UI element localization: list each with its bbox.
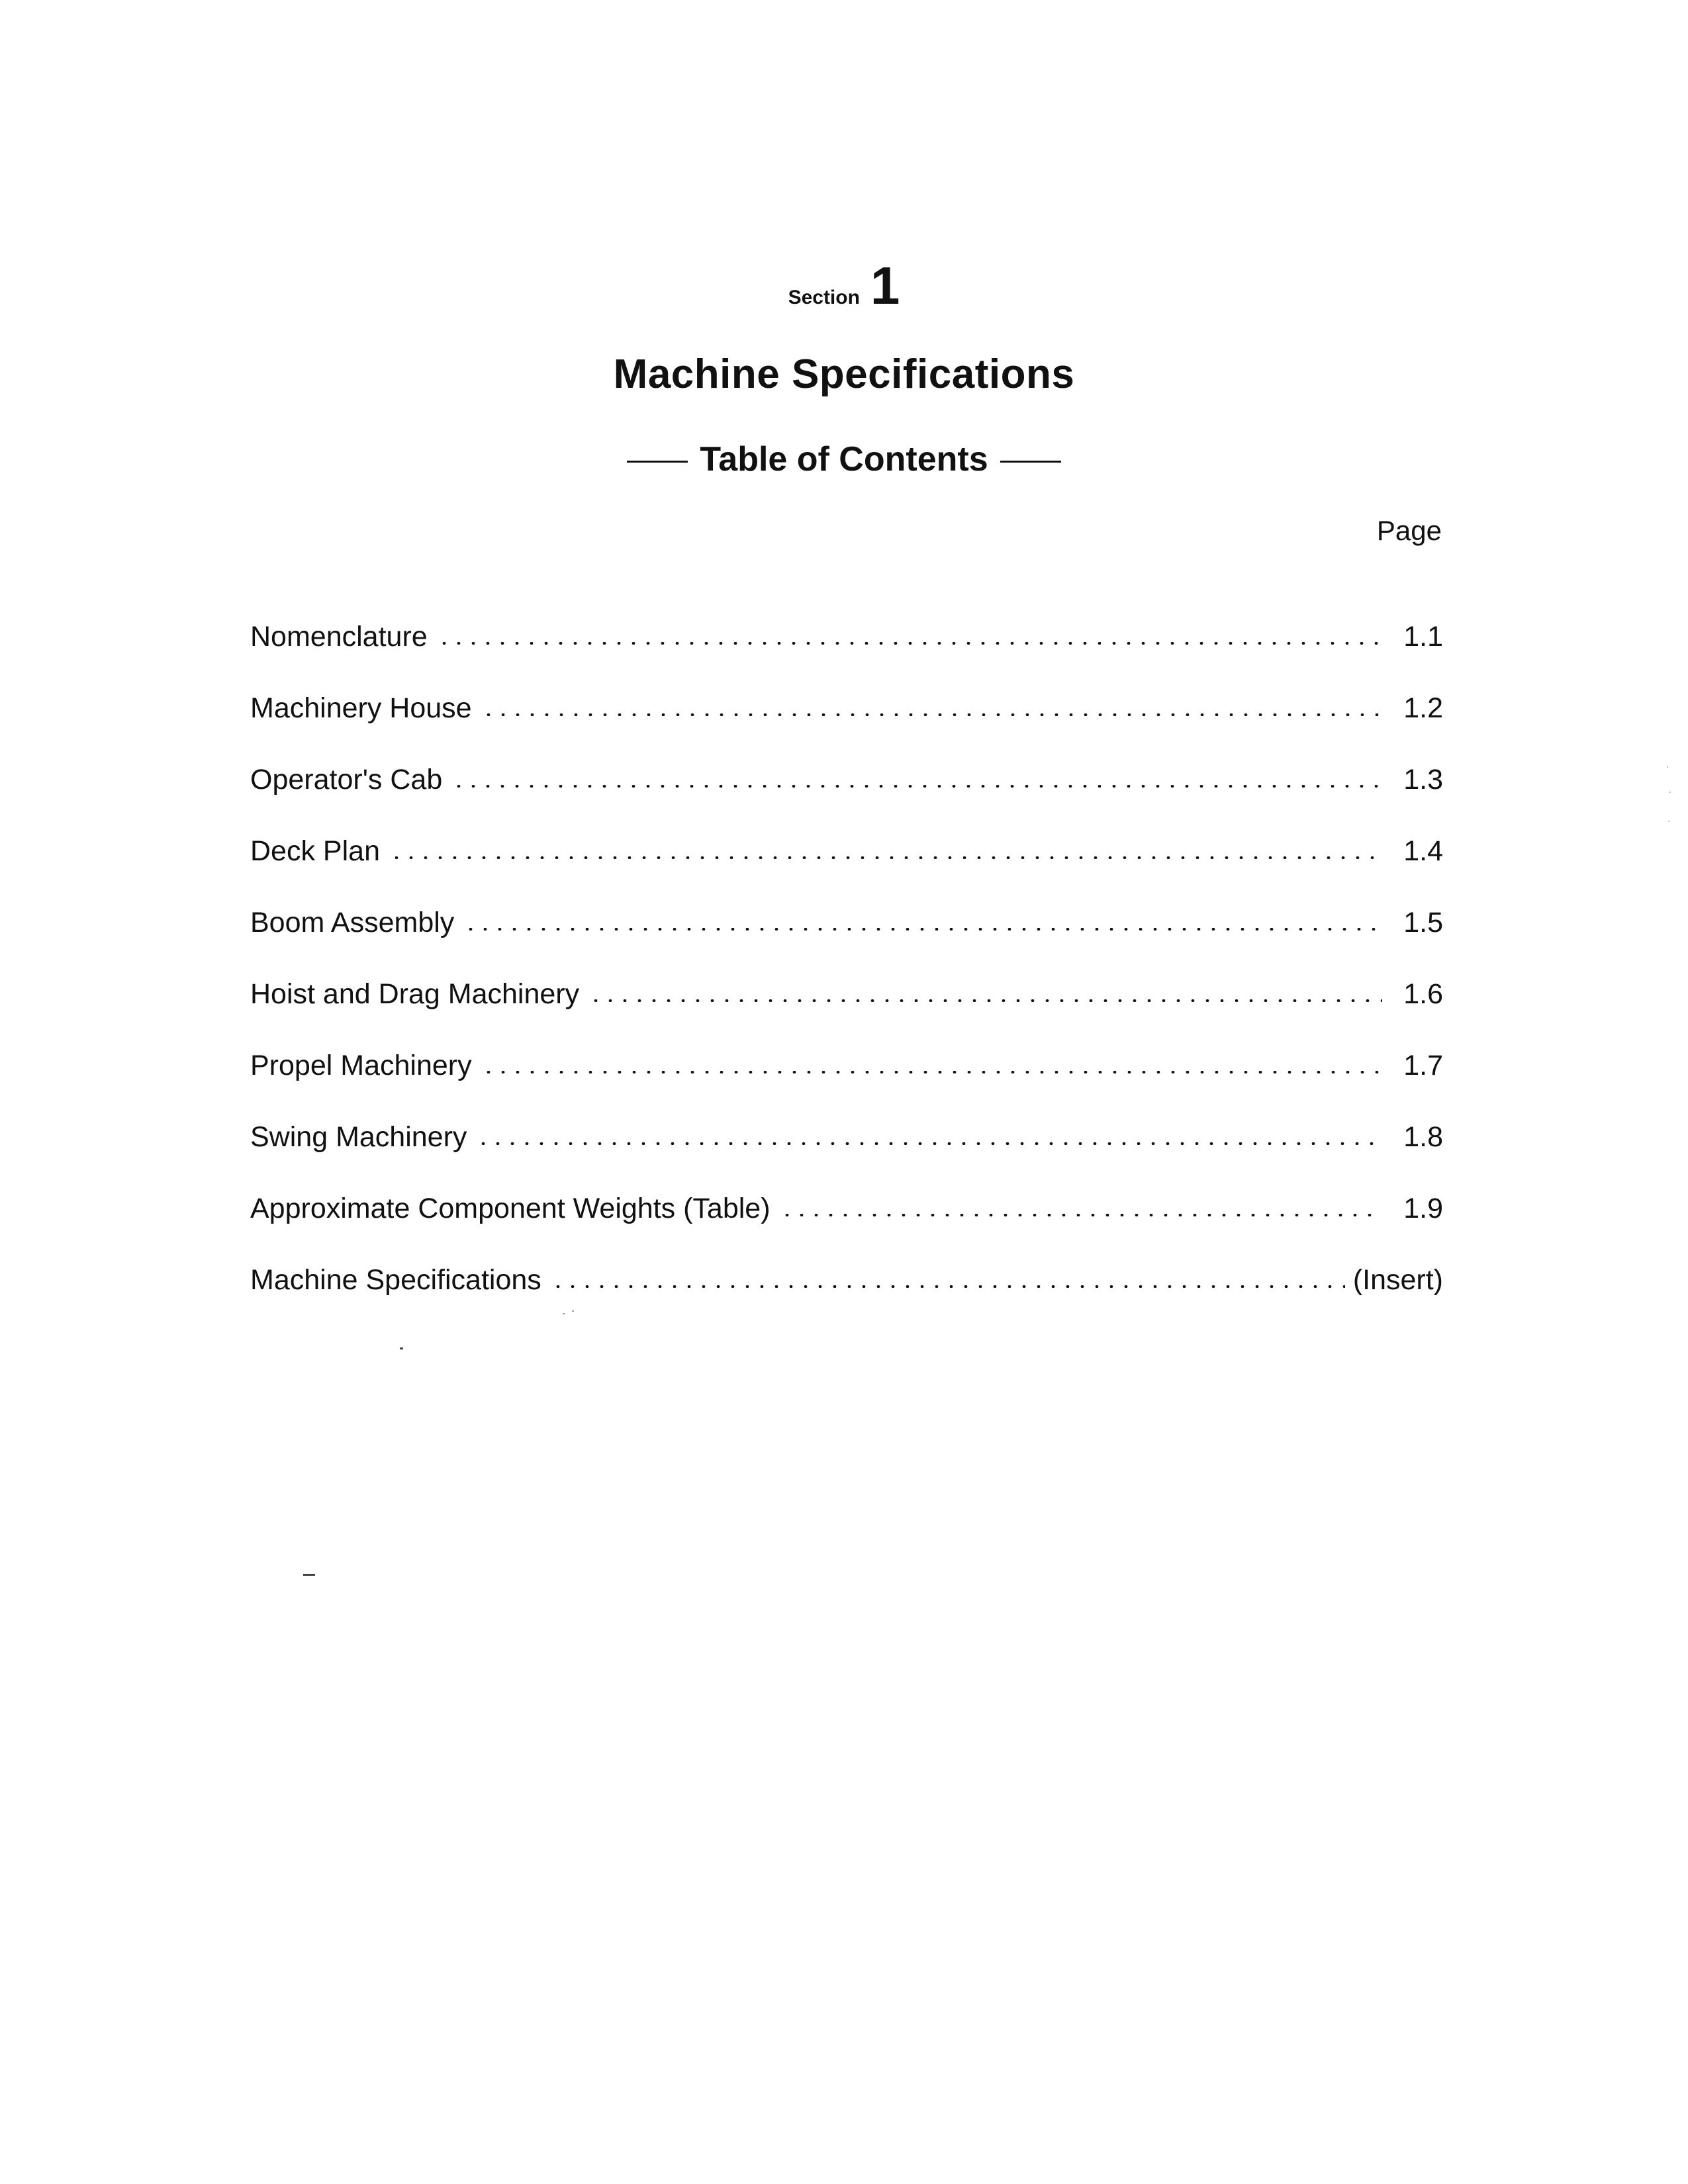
dot-leader bbox=[588, 999, 1382, 1002]
right-dash bbox=[1000, 461, 1061, 463]
toc-entry bbox=[250, 653, 1443, 724]
toc-heading-text: Table of Contents bbox=[700, 440, 988, 478]
toc-entry-title: Approximate Component Weights (Table) bbox=[250, 1192, 771, 1224]
toc-entry-title: Propel Machinery bbox=[250, 1049, 472, 1081]
scan-speck bbox=[563, 1313, 565, 1314]
section-number: 1 bbox=[870, 256, 900, 315]
toc-entry-title: Nomenclature bbox=[250, 620, 428, 653]
toc-entry bbox=[250, 1224, 1443, 1296]
toc-heading bbox=[0, 439, 1688, 479]
dot-leader bbox=[481, 713, 1382, 716]
dot-leader bbox=[551, 1285, 1345, 1288]
toc-entry bbox=[250, 1010, 1443, 1081]
dot-leader bbox=[389, 856, 1382, 859]
toc-entry bbox=[250, 1153, 1443, 1224]
scan-speck bbox=[400, 1347, 403, 1349]
left-dash bbox=[627, 461, 688, 463]
toc-entry bbox=[250, 1081, 1443, 1153]
dot-leader bbox=[451, 785, 1382, 788]
dot-leader bbox=[437, 642, 1382, 645]
toc-entry-page: 1.1 bbox=[1403, 620, 1443, 653]
toc-entry-title: Swing Machinery bbox=[250, 1120, 467, 1153]
toc-entry-page: 1.4 bbox=[1403, 835, 1443, 867]
toc-entry-title: Boom Assembly bbox=[250, 906, 455, 938]
toc-entry-title: Machinery House bbox=[250, 692, 472, 724]
scan-speck bbox=[1667, 766, 1668, 768]
toc-entry bbox=[250, 724, 1443, 796]
toc-entry bbox=[250, 581, 1443, 653]
toc-list bbox=[250, 581, 1443, 1296]
section-word: Section bbox=[788, 287, 860, 308]
toc-entry-page: 1.6 bbox=[1403, 978, 1443, 1010]
toc-entry-page: 1.5 bbox=[1403, 906, 1443, 938]
toc-entry-page: 1.2 bbox=[1403, 692, 1443, 724]
toc-entry-page: (Insert) bbox=[1352, 1263, 1443, 1296]
section-label bbox=[0, 256, 1688, 315]
dot-leader bbox=[476, 1142, 1382, 1145]
toc-entry-title: Hoist and Drag Machinery bbox=[250, 978, 580, 1010]
toc-entry bbox=[250, 867, 1443, 938]
scan-speck bbox=[1668, 821, 1669, 822]
scan-speck bbox=[572, 1310, 574, 1312]
toc-entry-page: 1.9 bbox=[1403, 1192, 1443, 1224]
page-column-label: Page bbox=[1376, 515, 1442, 546]
toc-entry-title: Machine Specifications bbox=[250, 1263, 541, 1296]
toc-entry bbox=[250, 796, 1443, 867]
dot-leader bbox=[481, 1071, 1382, 1073]
dot-leader bbox=[463, 928, 1382, 931]
toc-entry-page: 1.8 bbox=[1403, 1120, 1443, 1153]
toc-entry-title: Operator's Cab bbox=[250, 763, 443, 796]
page-title: Machine Specifications bbox=[613, 351, 1075, 397]
dot-leader bbox=[780, 1214, 1382, 1216]
scan-mark bbox=[303, 1574, 315, 1576]
toc-entry-page: 1.7 bbox=[1403, 1049, 1443, 1081]
toc-entry bbox=[250, 938, 1443, 1010]
scan-speck bbox=[1669, 792, 1671, 793]
toc-entry-title: Deck Plan bbox=[250, 835, 380, 867]
toc-entry-page: 1.3 bbox=[1403, 763, 1443, 796]
